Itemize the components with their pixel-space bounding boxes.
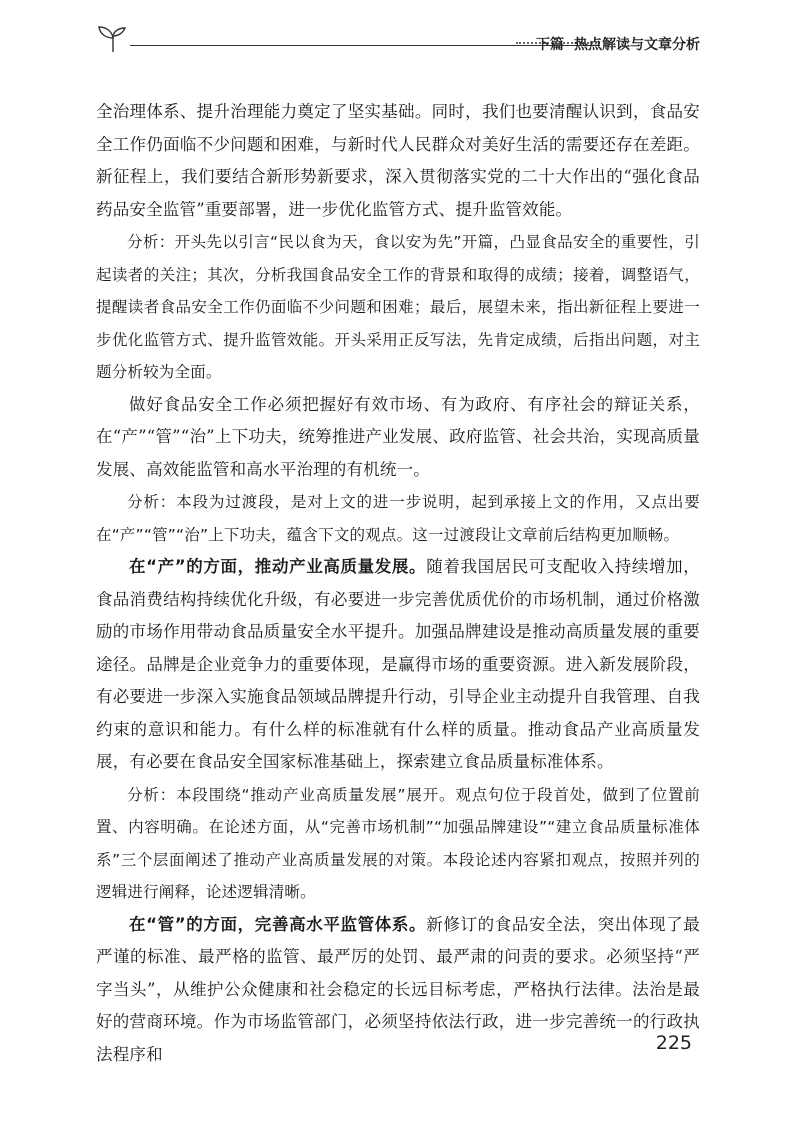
- page-number: 225: [655, 1032, 692, 1054]
- header-part: 下篇: [536, 37, 564, 53]
- analysis-paragraph-1: 分析：开头先以引言“民以食为天，食以安为先”开篇，凸显食品安全的重要性，引起读者的关注；其次，分析我国食品安全工作的背景和取得的成绩；接着，调整语气，提醒读者食品安全工作仍面临不少问题和困难；最后，展望未来，指出新征程上要进一步优化监管方式、提升监管效能。开头采用正反写法，先肯定成绩，后指出问题，对主题分析较为全面。: [96, 233, 700, 381]
- page-body: [96, 96, 700, 1071]
- body-paragraph-1: 全治理体系、提升治理能力奠定了坚实基础。同时，我们也要清醒认识到，食品安全工作仍面临不少问题和困难，与新时代人民群众对美好生活的需要还存在差距。新征程上，我们要结合新形势新要求，深入贯彻落实党的二十大作出的“强化食品药品安全监管”重要部署，进一步优化监管方式、提升监管效能。: [96, 102, 700, 219]
- body-paragraph-3: [96, 551, 700, 779]
- running-header: [96, 22, 700, 62]
- header-title: [536, 34, 700, 54]
- sprout-leaf-icon: [96, 24, 130, 54]
- paragraph-4-body: 新修订的食品安全法，突出体现了最严谨的标准、最严格的监管、最严厉的处罚、最严肃的问责的要求。必须坚持“严字当头”，从维护公众健康和社会稳定的长远目标考虑，严格执行法律。法治是最好的营商环境。作为市场监管部门，必须坚持依法行政，进一步完善统一的行政执法程序和: [96, 914, 700, 1064]
- analysis-paragraph-3: 分析：本段围绕“推动产业高质量发展”展开。观点句位于段首处，做到了位置前置、内容明确。在论述方面，从“完善市场机制”“加强品牌建设”“建立食品质量标准体系”三个层面阐述了推动产业高质量发展的对策。本段论述内容紧扣观点，按照并列的逻辑进行阐释，论述逻辑清晰。: [96, 785, 700, 901]
- paragraph-3-lead-sentence: 在“产”的方面，推动产业高质量发展。: [129, 557, 427, 576]
- analysis-paragraph-2: 分析：本段为过渡段，是对上文的进一步说明，起到承接上文的作用，又点出要在“产”“管”“治”上下功夫，蕴含下文的观点。这一过渡段让文章前后结构更加顺畅。: [96, 493, 700, 544]
- body-paragraph-2: 做好食品安全工作必须把握好有效市场、有为政府、有序社会的辩证关系，在“产”“管”“治”上下功夫，统筹推进产业发展、政府监管、社会共治，实现高质量发展、高效能监管和高水平治理的有机统一。: [96, 394, 700, 479]
- header-section-title: 热点解读与文章分析: [574, 37, 700, 53]
- paragraph-4-lead-sentence: 在“管”的方面，完善高水平监管体系。: [129, 914, 427, 934]
- header-rule: [130, 45, 600, 46]
- body-paragraph-4: [96, 909, 700, 1072]
- paragraph-3-body: 随着我国居民可支配收入持续增加，食品消费结构持续优化升级，有必要进一步完善优质优价的市场机制，通过价格激励的市场作用带动食品质量安全水平提升。加强品牌建设是推动高质量发展的重要途径。品牌是企业竞争力的重要体现，是赢得市场的重要资源。进入新发展阶段，有必要进一步深入实施食品领域品牌提升行动，引导企业主动提升自我管理、自我约束的意识和能力。有什么样的标准就有什么样的质量。推动食品产业高质量发展，有必要在食品安全国家标准基础上，探索建立食品质量标准体系。: [96, 557, 700, 771]
